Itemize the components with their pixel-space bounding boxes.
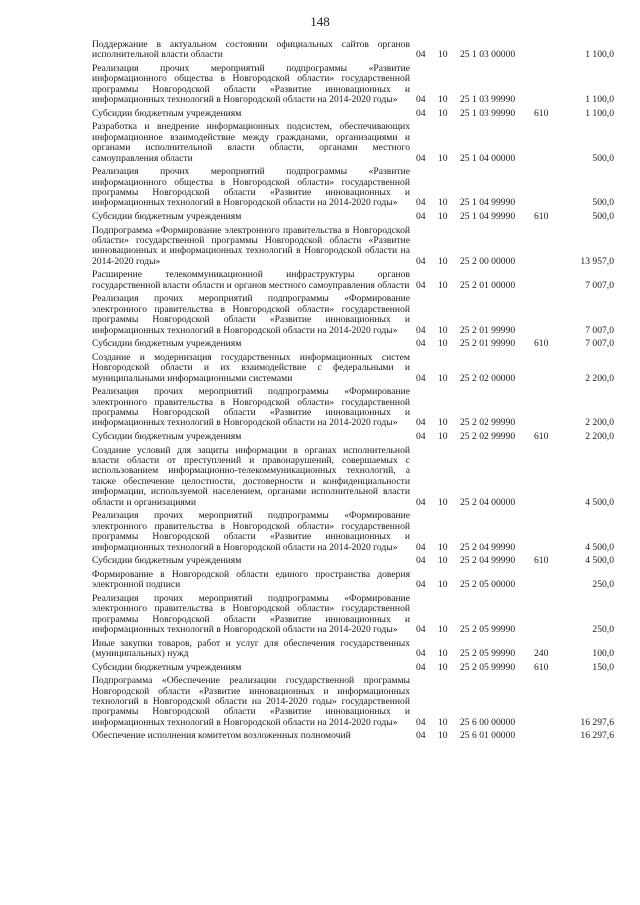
row-section: 04 — [416, 49, 426, 61]
row-target-code: 25 6 01 00000 — [460, 730, 516, 742]
row-target-code: 25 2 04 00000 — [460, 496, 516, 508]
row-subsection: 10 — [438, 647, 448, 659]
table-row — [92, 212, 614, 226]
row-subsection: 10 — [438, 94, 448, 106]
row-amount: 2 200,0 — [585, 431, 614, 443]
row-section: 04 — [416, 107, 426, 119]
row-target-code: 25 2 01 99990 — [460, 324, 516, 336]
table-row — [92, 594, 614, 639]
row-expense-type — [534, 122, 558, 167]
row-section: 04 — [416, 152, 426, 164]
row-name: Субсидии бюджетным учреждениям — [92, 661, 242, 673]
row-amount: 1 100,0 — [585, 107, 614, 119]
row-section: 04 — [416, 417, 426, 429]
row-expense-type — [534, 40, 558, 64]
row-subsection: 10 — [438, 661, 448, 673]
row-amount: 500,0 — [592, 152, 614, 164]
row-section: 04 — [416, 372, 426, 384]
row-subsection: 10 — [438, 324, 448, 336]
table-row — [92, 432, 614, 446]
table-row — [92, 109, 614, 123]
row-subsection: 10 — [438, 555, 448, 567]
row-target-code: 25 2 04 99990 — [460, 555, 516, 567]
row-target-code: 25 1 04 99990 — [460, 211, 516, 223]
row-amount: 7 007,0 — [585, 338, 614, 350]
row-amount: 2 200,0 — [585, 372, 614, 384]
row-amount: 100,0 — [592, 647, 614, 659]
row-subsection: 10 — [438, 338, 448, 350]
row-name: Субсидии бюджетным учреждениям — [92, 431, 242, 443]
row-subsection: 10 — [438, 197, 448, 209]
row-name: Расширение телекоммуникационной инфраструктуры органов государственной власти области и органов местного самоуправления области — [92, 269, 410, 291]
row-section: 04 — [416, 431, 426, 443]
row-target-code: 25 2 00 00000 — [460, 255, 516, 267]
row-name: Обеспечение исполнения комитетом возложенных полномочий — [92, 730, 351, 742]
row-expense-type — [534, 594, 558, 639]
row-target-code: 25 2 05 99990 — [460, 623, 516, 635]
table-row — [92, 387, 614, 432]
table-row — [92, 663, 614, 677]
row-name: Поддержание в актуальном состоянии официальных сайтов органов исполнительной власти области — [92, 39, 410, 61]
row-target-code: 25 2 02 00000 — [460, 372, 516, 384]
row-target-code: 25 2 01 00000 — [460, 279, 516, 291]
row-expense-type — [534, 511, 558, 556]
row-section: 04 — [416, 94, 426, 106]
row-name: Субсидии бюджетным учреждениям — [92, 555, 242, 567]
table-row — [92, 511, 614, 556]
row-section: 04 — [416, 324, 426, 336]
row-amount: 250,0 — [592, 579, 614, 591]
row-subsection: 10 — [438, 579, 448, 591]
row-subsection: 10 — [438, 372, 448, 384]
row-amount: 4 500,0 — [585, 541, 614, 553]
row-section: 04 — [416, 338, 426, 350]
row-amount: 2 200,0 — [585, 417, 614, 429]
row-expense-type — [534, 731, 558, 745]
row-expense-type — [534, 167, 558, 212]
row-name: Реализация прочих мероприятий подпрограммы «Развитие информационного общества в Новгородской области» государственной программы Новгородской области «Развитие инновационных и информационных технологий в Новгородской области на 2014-2020 годы» — [92, 166, 410, 209]
row-subsection: 10 — [438, 152, 448, 164]
row-name: Реализация прочих мероприятий подпрограммы «Формирование электронного правительства в Новгородской области» государственной программы Новгородской области «Развитие инновационных и информационных технологий в Новгородской области на 2014-2020 годы» — [92, 386, 410, 429]
row-expense-type — [534, 64, 558, 109]
row-amount: 500,0 — [592, 211, 614, 223]
row-section: 04 — [416, 623, 426, 635]
table-row — [92, 556, 614, 570]
row-expense-type: 610 — [534, 431, 549, 443]
row-name: Субсидии бюджетным учреждениям — [92, 211, 242, 223]
row-target-code: 25 2 02 99990 — [460, 431, 516, 443]
row-amount: 500,0 — [592, 197, 614, 209]
table-row — [92, 676, 614, 731]
table-row — [92, 64, 614, 109]
row-expense-type — [534, 570, 558, 594]
row-amount: 1 100,0 — [585, 49, 614, 61]
row-name: Создание и модернизация государственных информационных систем Новгородской области и их взаимодействие с федеральными и муниципальными информационными системами — [92, 351, 410, 384]
row-amount: 7 007,0 — [585, 279, 614, 291]
row-expense-type: 240 — [534, 647, 549, 659]
row-subsection: 10 — [438, 623, 448, 635]
row-subsection: 10 — [438, 730, 448, 742]
row-target-code: 25 2 05 99990 — [460, 647, 516, 659]
row-target-code: 25 2 05 00000 — [460, 579, 516, 591]
row-name: Субсидии бюджетным учреждениям — [92, 338, 242, 350]
row-section: 04 — [416, 496, 426, 508]
row-subsection: 10 — [438, 211, 448, 223]
row-name: Подпрограмма «Формирование электронного правительства в Новгородской области» государственной программы Новгородской области «Развитие инновационных и информационных технологий в Новгородской области на 2014-2020 годы» — [92, 224, 410, 267]
row-name: Иные закупки товаров, работ и услуг для обеспечения государственных (муниципальных) нужд — [92, 637, 410, 659]
row-section: 04 — [416, 716, 426, 728]
row-expense-type — [534, 676, 558, 731]
row-name: Подпрограмма «Обеспечение реализации государственной программы Новгородской области «Развитие инновационных и информационных технологий в Новгородской области на 2014-2020 годы» государственной программы Новгородской области «Развитие инновационных и информационных технологий в Новгородской области на 2014-2020 годы» — [92, 675, 410, 728]
table-row — [92, 270, 614, 294]
row-name: Реализация прочих мероприятий подпрограммы «Развитие информационного общества в Новгородской области» государственной программы Новгородской области «Развитие инновационных и информационных технологий в Новгородской области на 2014-2020 годы» — [92, 63, 410, 106]
row-section: 04 — [416, 541, 426, 553]
row-name: Создание условий для защиты информации в органах исполнительной власти области от преступлений и правонарушений, совершаемых с использованием информационно-телекоммуникационных технологий, а также обеспечение целостности, достоверности и конфиденциальности информации, используемой населением, органами исполнительной власти области и организациями — [92, 444, 410, 508]
row-section: 04 — [416, 555, 426, 567]
budget-table — [92, 40, 614, 745]
row-expense-type: 610 — [534, 107, 549, 119]
row-subsection: 10 — [438, 107, 448, 119]
row-amount: 4 500,0 — [585, 555, 614, 567]
row-expense-type — [534, 446, 558, 512]
row-target-code: 25 1 03 99990 — [460, 94, 516, 106]
row-name: Реализация прочих мероприятий подпрограммы «Формирование электронного правительства в Новгородской области» государственной программы Новгородской области «Развитие инновационных и информационных технологий в Новгородской области на 2014-2020 годы» — [92, 510, 410, 553]
row-expense-type — [534, 294, 558, 339]
row-target-code: 25 2 01 99990 — [460, 338, 516, 350]
table-row — [92, 339, 614, 353]
row-expense-type — [534, 387, 558, 432]
row-name: Разработка и внедрение информационных подсистем, обеспечивающих информационное взаимодействие между гражданами, организациями и органами исполнительной власти области, органами местного самоуправления области — [92, 121, 410, 164]
row-expense-type: 610 — [534, 338, 549, 350]
row-name: Формирование в Новгородской области единого пространства доверия электронной подписи — [92, 568, 410, 591]
row-expense-type: 610 — [534, 211, 549, 223]
table-row — [92, 294, 614, 339]
table-row — [92, 353, 614, 387]
row-target-code: 25 2 02 99990 — [460, 417, 516, 429]
table-row — [92, 639, 614, 663]
table-row — [92, 40, 614, 64]
row-amount: 150,0 — [592, 661, 614, 673]
row-amount: 1 100,0 — [585, 94, 614, 106]
row-section: 04 — [416, 279, 426, 291]
table-row — [92, 122, 614, 167]
row-subsection: 10 — [438, 255, 448, 267]
row-target-code: 25 1 03 99990 — [460, 107, 516, 119]
row-name: Субсидии бюджетным учреждениям — [92, 107, 242, 119]
row-section: 04 — [416, 255, 426, 267]
row-expense-type — [534, 353, 558, 387]
table-row — [92, 570, 614, 594]
row-target-code: 25 6 00 00000 — [460, 716, 516, 728]
row-section: 04 — [416, 730, 426, 742]
row-name: Реализация прочих мероприятий подпрограммы «Формирование электронного правительства в Новгородской области» государственной программы Новгородской области «Развитие инновационных и информационных технологий в Новгородской области на 2014-2020 годы» — [92, 592, 410, 635]
row-section: 04 — [416, 197, 426, 209]
row-name: Реализация прочих мероприятий подпрограммы «Формирование электронного правительства в Новгородской области» государственной программы Новгородской области «Развитие инновационных и информационных технологий в Новгородской области на 2014-2020 годы» — [92, 293, 410, 336]
row-subsection: 10 — [438, 431, 448, 443]
page-number: 148 — [310, 14, 330, 29]
row-amount: 250,0 — [592, 623, 614, 635]
row-subsection: 10 — [438, 496, 448, 508]
table-row — [92, 446, 614, 512]
row-amount: 7 007,0 — [585, 324, 614, 336]
row-expense-type — [534, 226, 558, 271]
row-target-code: 25 1 04 99990 — [460, 197, 516, 209]
row-expense-type: 610 — [534, 555, 549, 567]
row-section: 04 — [416, 579, 426, 591]
row-amount: 4 500,0 — [585, 496, 614, 508]
table-row — [92, 731, 614, 745]
row-section: 04 — [416, 661, 426, 673]
table-row — [92, 226, 614, 271]
row-amount: 13 957,0 — [580, 255, 614, 267]
row-subsection: 10 — [438, 541, 448, 553]
row-amount: 16 297,6 — [580, 730, 614, 742]
row-target-code: 25 2 04 99990 — [460, 541, 516, 553]
row-section: 04 — [416, 211, 426, 223]
row-target-code: 25 1 03 00000 — [460, 49, 516, 61]
row-subsection: 10 — [438, 49, 448, 61]
table-row — [92, 167, 614, 212]
row-target-code: 25 2 05 99990 — [460, 661, 516, 673]
row-section: 04 — [416, 647, 426, 659]
row-subsection: 10 — [438, 417, 448, 429]
row-amount: 16 297,6 — [580, 716, 614, 728]
row-subsection: 10 — [438, 279, 448, 291]
row-target-code: 25 1 04 00000 — [460, 152, 516, 164]
budget-table-body — [92, 40, 614, 745]
row-subsection: 10 — [438, 716, 448, 728]
row-expense-type: 610 — [534, 661, 549, 673]
row-expense-type — [534, 270, 558, 294]
